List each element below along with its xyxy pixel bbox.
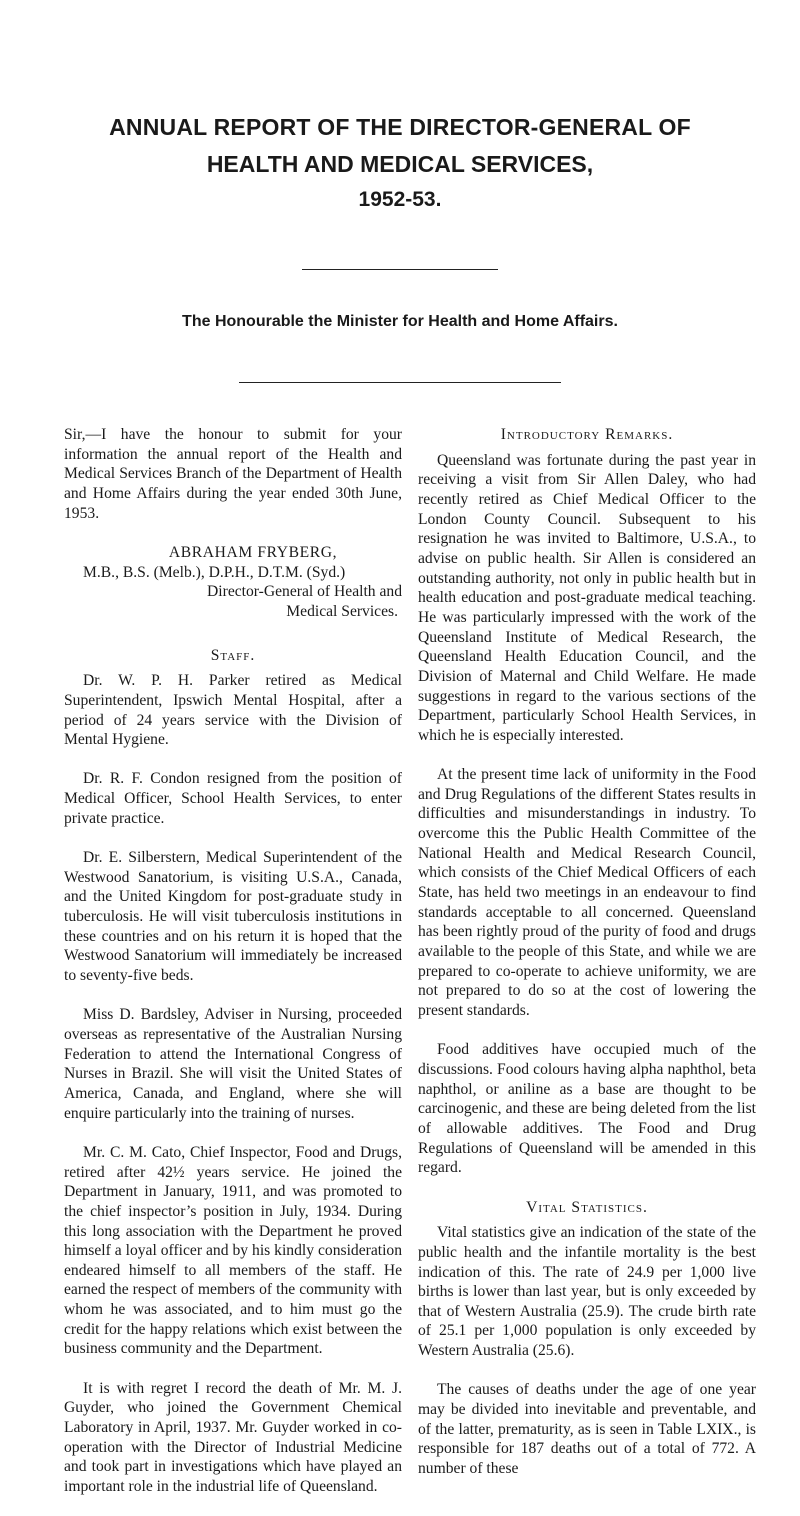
vital-statistics-paragraph: The causes of deaths under the age of one year may be divided into inevitable and preventable, and of the latter, prematurity, as is seen in Table LXIX., is responsible for 187 deaths out of a total of 772. A number of these [418, 1381, 756, 1478]
staff-paragraph: Dr. R. F. Condon resigned from the position of Medical Officer, School Health Services, to enter private practice. [64, 770, 402, 827]
introductory-paragraph: Queensland was fortunate during the past year in receiving a visit from Sir Allen Daley, who had recently retired as Chief Medical Officer to the London County Council. Subsequent to his resignation he was invited to Baltimore, U.S.A., to advise on public health. Sir Allen is considered an outstanding authority, not only in public health but in health education and post-graduate medical teaching. He was particularly impressed with the work of the Queensland Institute of Medical Research, the Queensland Health Education Council, and the Division of Maternal and Child Welfare. He made suggestions in regard to the various sections of the Department, particularly School Health Services, in which he is especially interested. [418, 451, 756, 744]
signatory-name: ABRAHAM FRYBERG, [168, 543, 338, 561]
report-year: 1952-53. [358, 188, 442, 211]
addressee-line: The Honourable the Minister for Health and Home Affairs. [182, 313, 618, 330]
left-column [64, 425, 402, 1516]
report-title-line-1: ANNUAL REPORT OF THE DIRECTOR-GENERAL OF [109, 114, 691, 140]
report-title-line-2: HEALTH AND MEDICAL SERVICES, [206, 151, 594, 177]
staff-paragraph: Miss D. Bardsley, Adviser in Nursing, proceeded overseas as representative of the Australian Nursing Federation to attend the International Congress of Nurses in Brazil. She will visit the United States of America, Canada, and England, where she will enquire particularly into the training of nurses. [64, 1006, 402, 1122]
addressee-divider [239, 382, 561, 383]
signatory-role-line-2: Medical Services. [286, 602, 398, 620]
staff-paragraph: Dr. E. Silberstern, Medical Superintendent of the Westwood Sanatorium, is visiting U.S.A., Canada, and the United Kingdom for post-graduate study in tuberculosis. He will visit tuberculosis institutions in these countries and on his return it is hoped that the Westwood Sanatorium will immediately be increased to seventy-five beds. [64, 849, 402, 985]
staff-heading: Staff. [210, 646, 256, 664]
introductory-remarks-heading: Introductory Remarks. [500, 426, 674, 443]
staff-paragraph: Mr. C. M. Cato, Chief Inspector, Food and Drugs, retired after 42½ years service. He joined the Department in January, 1911, and was promoted to the chief inspector’s position in July, 1934. During this long association with the Department he proved himself a loyal officer and by his kindly consideration endeared himself to all members of the staff. He earned the respect of members of the community with whom he was associated, and to him must go the credit for the happy relations which exist between the business community and the Department. [64, 1143, 402, 1358]
title-divider [302, 269, 498, 270]
right-column [418, 425, 756, 1498]
staff-paragraph: It is with regret I record the death of Mr. M. J. Guyder, who joined the Government Chemical Laboratory in April, 1937. Mr. Guyder worked in co-operation with the Director of Industrial Medicine and took part in investigations which have played an important role in the industrial life of Queensland. [64, 1379, 402, 1496]
staff-paragraph: Dr. W. P. H. Parker retired as Medical Superintendent, Ipswich Mental Hospital, after a period of 24 years service with the Division of Mental Hygiene. [64, 672, 402, 749]
vital-statistics-heading: Vital Statistics. [526, 1198, 648, 1216]
signatory-role-line-1: Director-General of Health and [207, 583, 402, 601]
signature-block [64, 543, 402, 622]
signatory-degrees: M.B., B.S. (Melb.), D.P.H., D.T.M. (Syd.) [83, 563, 346, 581]
vital-statistics-paragraph: Vital statistics give an indication of the state of the public health and the infantile mortality is the best indication of this. The rate of 24.9 per 1,000 live births is lower than last year, but is only exceeded by that of Western Australia (25.9). The crude birth rate of 25.1 per 1,000 population is only exceeded by Western Australia (25.6). [418, 1224, 756, 1360]
introductory-paragraph: At the present time lack of uniformity in the Food and Drug Regulations of the different States results in difficulties and misunderstandings in industry. To overcome this the Public Health Committee of the National Health and Medical Research Council, which consists of the Chief Medical Officers of each State, has held two meetings in an endeavour to find standards acceptable to all concerned. Queensland has been rightly proud of the purity of food and drugs available to the people of this State, and while we are prepared to co-operate to achieve uniformity, we are not prepared to do so at the cost of lowering the present standards. [418, 766, 756, 1020]
introductory-paragraph: Food additives have occupied much of the discussions. Food colours having alpha naphthol, beta naphthol, or aniline as a base are thought to be carcinogenic, and these are being deleted from the list of allowable additives. The Food and Drug Regulations of Queensland will be amended in this regard. [418, 1041, 756, 1177]
intro-letter: Sir,—I have the honour to submit for your information the annual report of the Health and Medical Services Branch of the Department of Health and Home Affairs during the year ended 30th June, 1953. [64, 426, 402, 522]
